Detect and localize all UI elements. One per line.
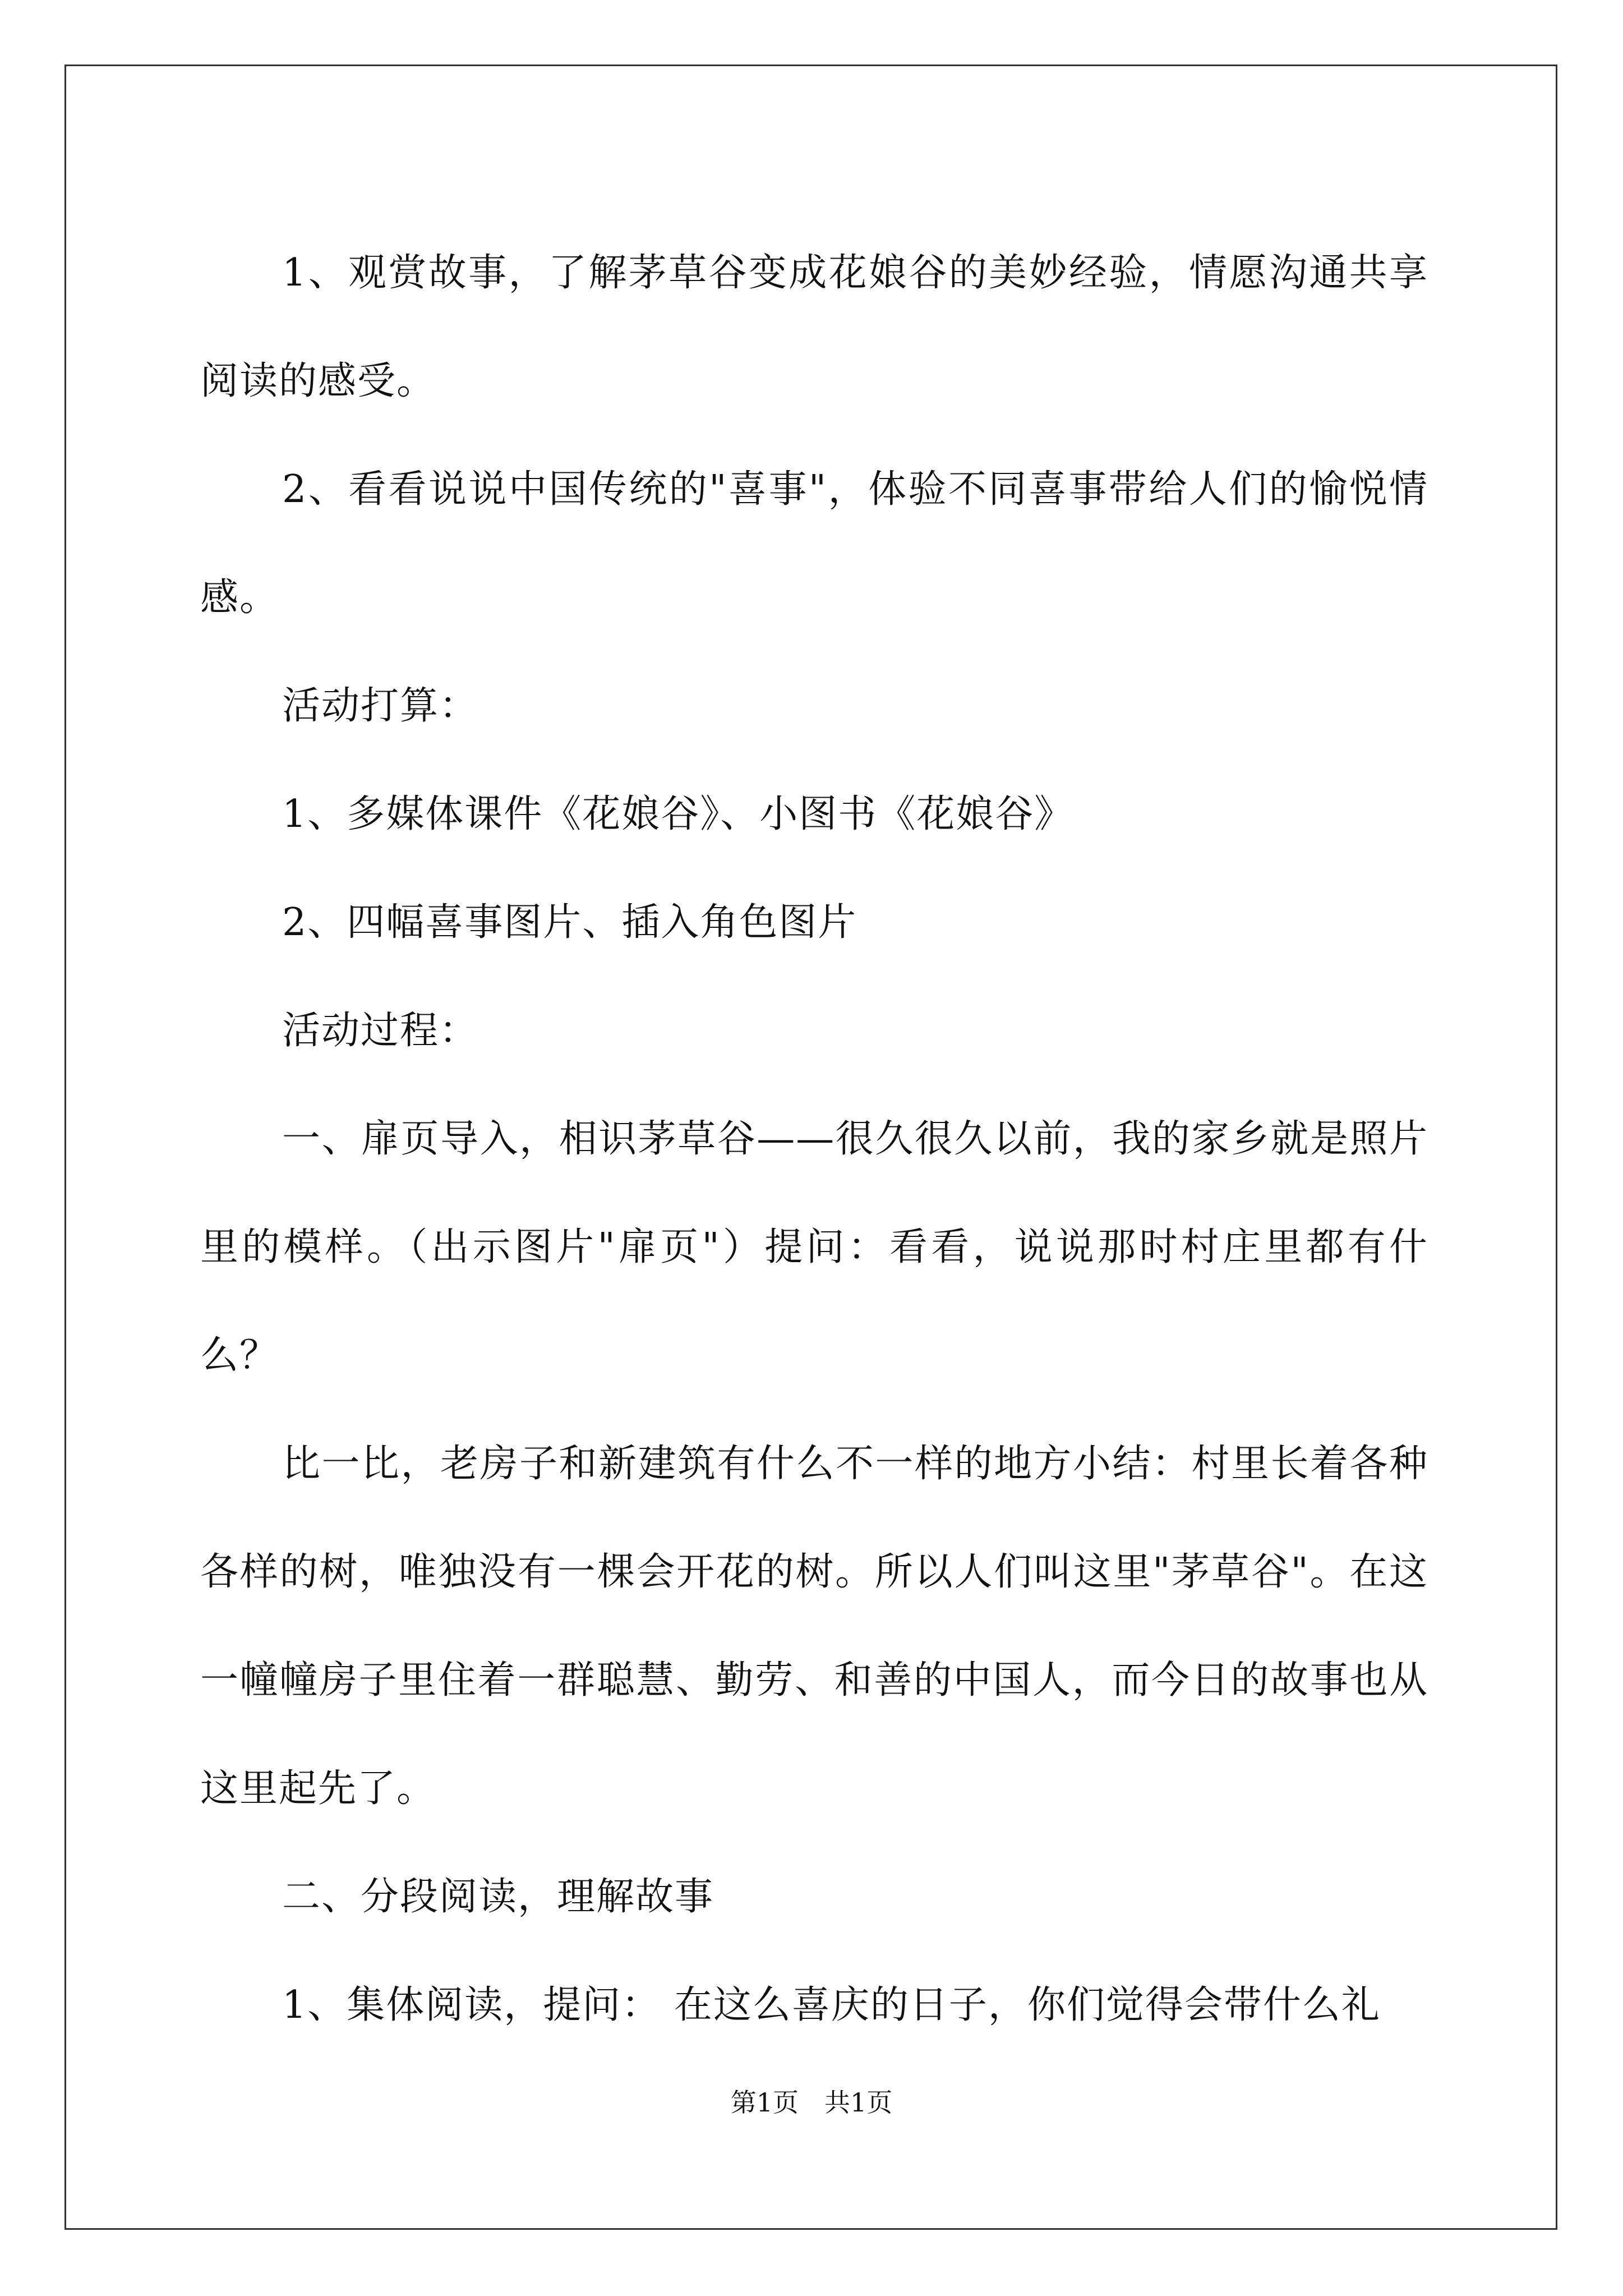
paragraph-preparation-1: 1、多媒体课件《花娘谷》、小图书《花娘谷》 [282,792,1074,836]
paragraph-objective-1: 1、观赏故事，了解茅草谷变成花娘谷的美妙经验，情愿沟通共享阅读的感受。 [200,251,1428,403]
paragraph-process-1: 一、扉页导入，相识茅草谷——很久很久以前，我的家乡就是照片里的模样。（出示图片"扉页"）提问：看看，说说那时村庄里都有什么？ [200,1117,1428,1378]
paragraph-objective-2: 2、看看说说中国传统的"喜事"，体验不同喜事带给人们的愉悦情感。 [200,467,1428,620]
paragraph-compare: 比一比，老房子和新建筑有什么不一样的地方小结：村里长着各种各样的树，唯独没有一棵会开花的树。所以人们叫这里"茅草谷"。在这一幢幢房子里住着一群聪慧、勤劳、和善的中国人，而今日的故事也从这里起先了。 [200,1442,1428,1811]
document-body [200,219,1428,2059]
paragraph-group-reading: 1、集体阅读，提问： 在这么喜庆的日子，你们觉得会带什么礼 [282,1983,1381,2027]
paragraph-preparation-2: 2、四幅喜事图片、插入角色图片 [282,900,857,945]
page-number-current: 第1页 [730,2087,799,2118]
heading-preparation: 活动打算： [282,684,479,728]
heading-process: 活动过程： [282,1009,479,1053]
heading-section-2: 二、分段阅读，理解故事 [282,1875,714,1919]
page-number-total: 共1页 [824,2087,893,2118]
page-footer [0,2086,1623,2119]
